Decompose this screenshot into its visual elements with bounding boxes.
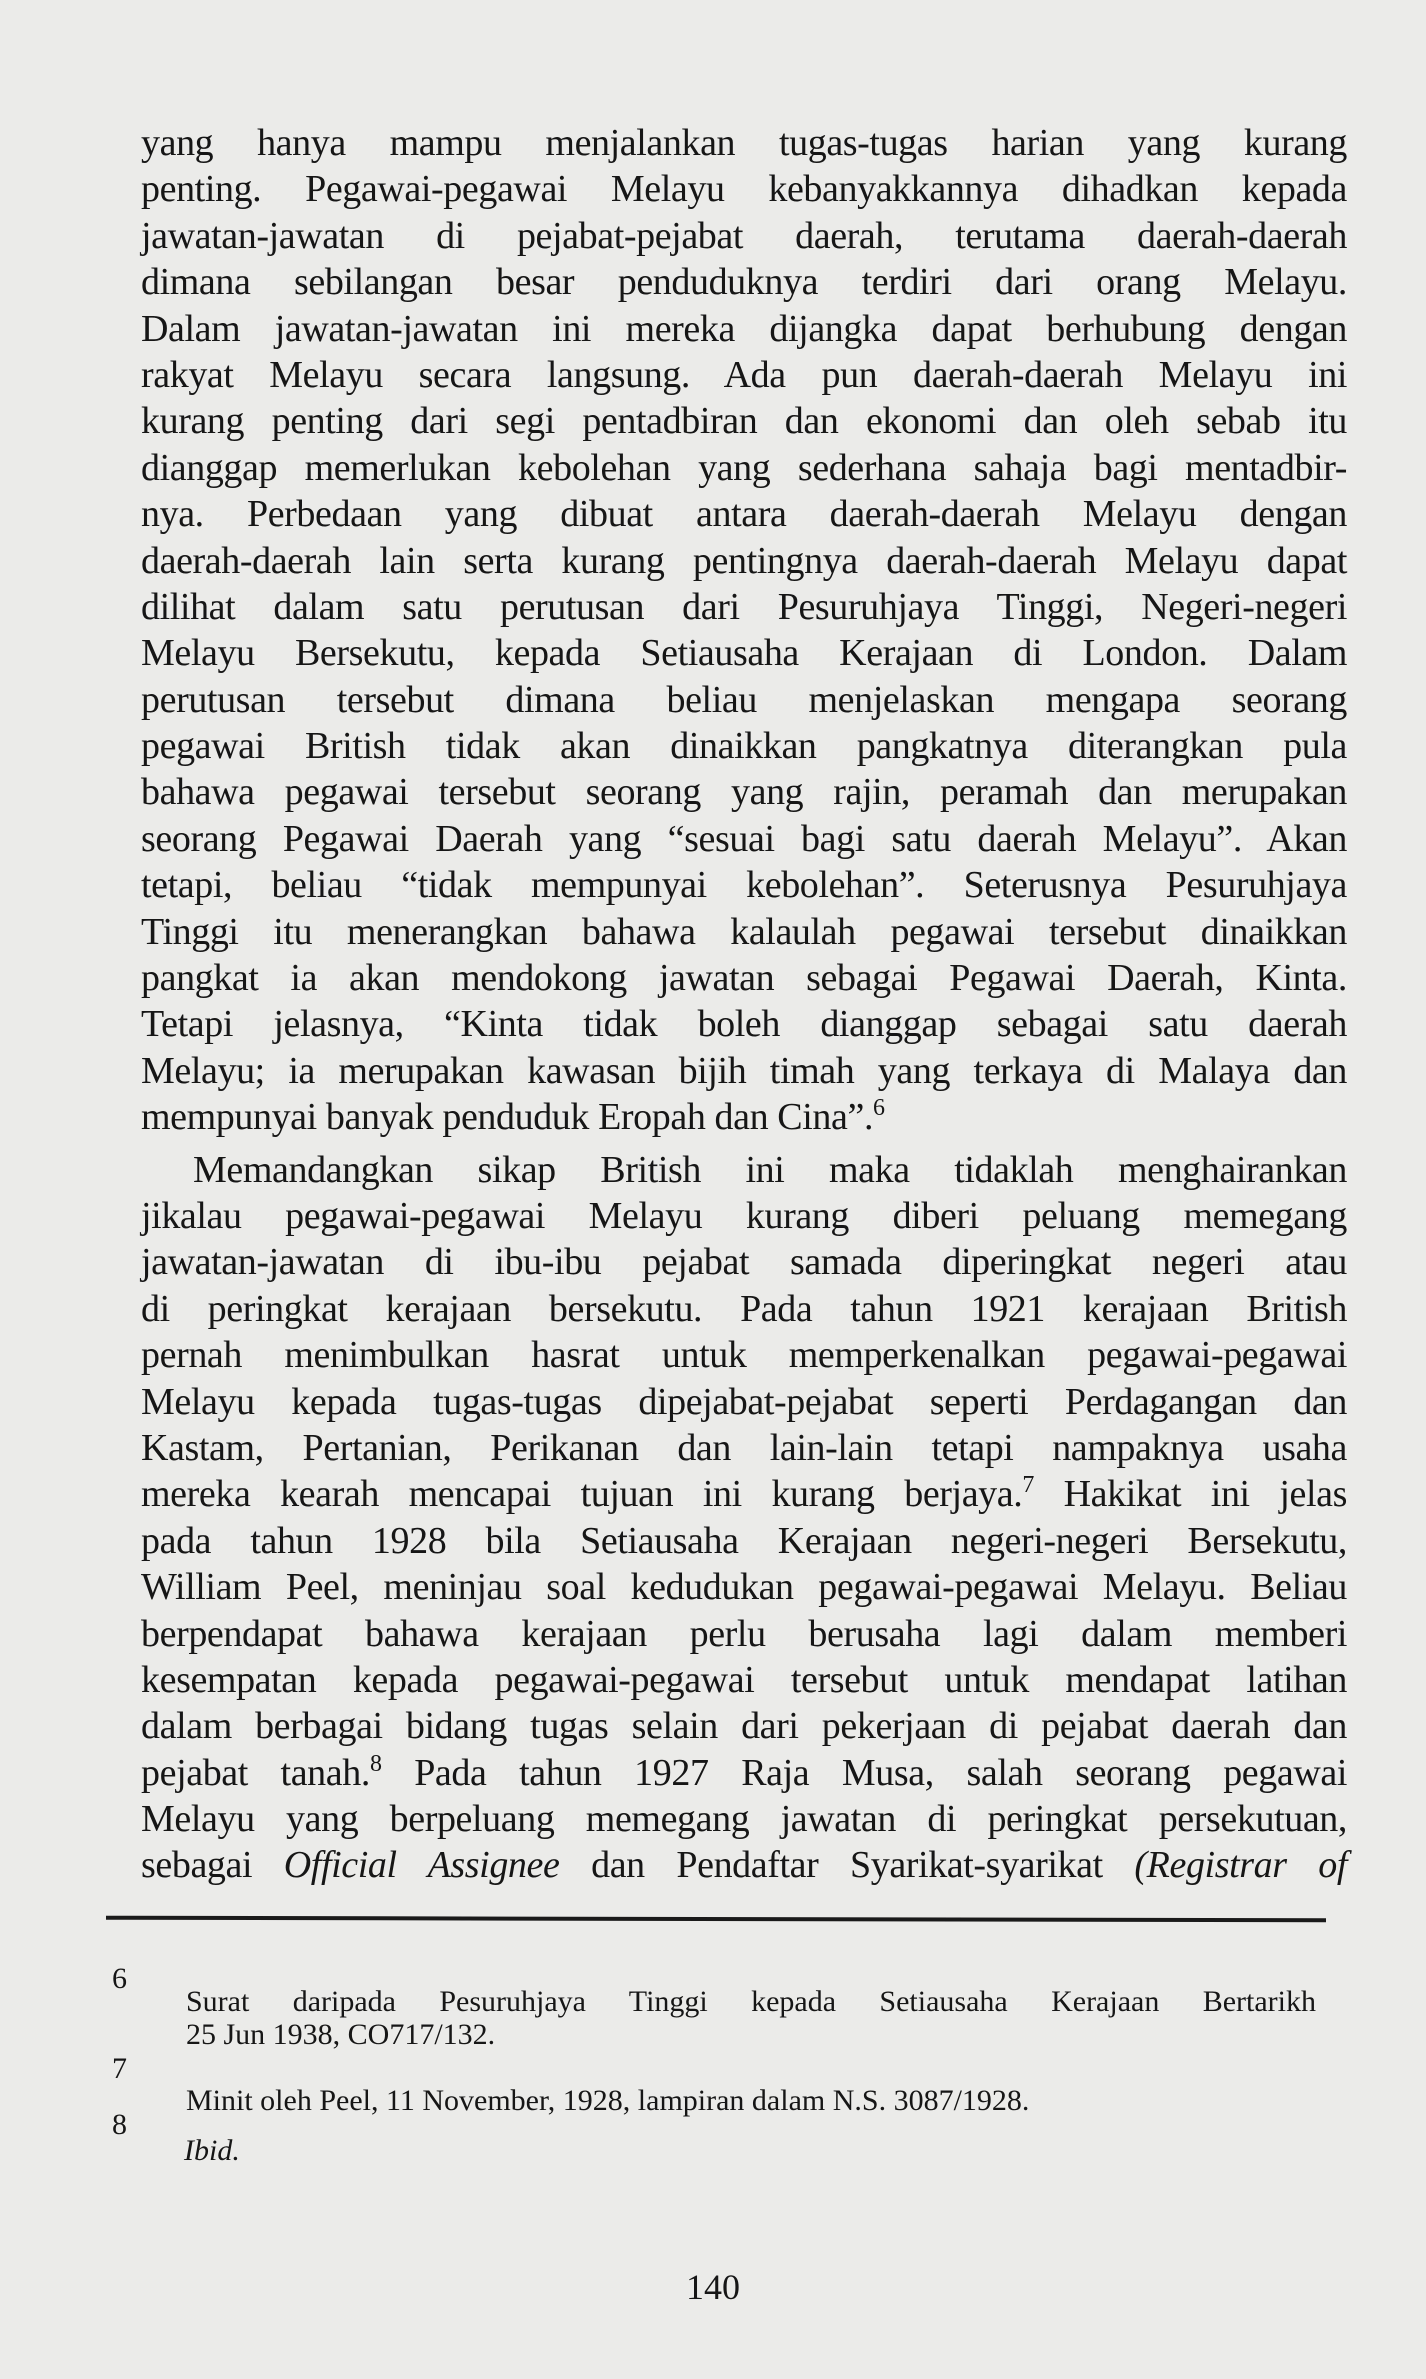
text-line [141,398,1347,444]
text-line [141,1703,1347,1749]
text-segment: Melayu yang berpeluang memegang jawatan di peringkat persekutuan, [141,1798,1347,1841]
text-line [141,1286,1347,1332]
text-line [141,1193,1347,1239]
text-line [141,1147,1347,1193]
text-line [141,259,1347,305]
text-line [141,1750,1347,1796]
text-segment: dianggap memerlukan kebolehan yang sederhana sahaja bagi mentadbir- [141,446,1347,489]
footnote-number: 8 [112,2108,127,2141]
text-segment: mereka kearah mencapai tujuan ini kurang berjaya. [141,1473,1023,1516]
text-line [141,769,1347,815]
text-segment: Pada tahun 1927 Raja Musa, salah seorang pegawai [381,1751,1348,1794]
text-line [141,213,1347,259]
footnote-reference: 6 [873,1095,885,1122]
text-segment: pejabat tanah. [141,1751,370,1794]
text-segment: Hakikat ini jelas [1033,1473,1347,1516]
page-number: 140 [686,2267,740,2307]
text-segment: yang hanya mampu menjalankan tugas-tugas harian yang kurang [141,122,1347,164]
text-segment: Melayu Bersekutu, kepada Setiausaha Kerajaan di London. Dalam [141,632,1347,675]
text-segment: nya. Perbedaan yang dibuat antara daerah-daerah Melayu dengan [141,493,1347,536]
text-line [141,677,1347,723]
text-line [141,1518,1347,1564]
text-line [141,816,1347,862]
body-text [141,120,1347,1889]
text-segment: di peringkat kerajaan bersekutu. Pada tahun 1921 kerajaan British [141,1287,1347,1330]
text-segment: Tetapi jelasnya, “Kinta tidak boleh dianggap sebagai satu daerah [141,1003,1347,1046]
text-segment: dilihat dalam satu perutusan dari Pesuruhjaya Tinggi, Negeri-negeri [141,585,1347,628]
text-segment: pada tahun 1928 bila Setiausaha Kerajaan negeri-negeri Bersekutu, [141,1519,1347,1562]
text-segment: kurang penting dari segi pentadbiran dan ekonomi dan oleh sebab itu [141,400,1347,443]
text-segment: Dalam jawatan-jawatan ini mereka dijangka dapat berhubung dengan [141,307,1347,350]
footnote-8: Ibid. [184,2134,240,2167]
text-line [141,538,1347,584]
text-segment: (Registrar of [1134,1844,1347,1887]
text-line [141,1239,1347,1285]
text-segment: Melayu; ia merupakan kawasan bijih timah yang terkaya di Malaya dan [141,1049,1347,1092]
text-segment: dan Pendaftar Syarikat-syarikat [559,1844,1135,1887]
text-segment: jikalau pegawai-pegawai Melayu kurang diberi peluang memegang [141,1194,1347,1237]
text-segment: kesempatan kepada pegawai-pegawai tersebut untuk mendapat latihan [141,1658,1347,1701]
text-line [141,1425,1347,1471]
footnote-6-line-2: 25 Jun 1938, CO717/132. [186,2018,496,2051]
footnote-6-line-1: Surat daripada Pesuruhjaya Tinggi kepada Setiausaha Kerajaan Bertarikh [186,1985,1316,2018]
text-line [141,955,1347,1001]
text-line [141,862,1347,908]
text-line [141,1048,1347,1094]
text-line [141,1842,1347,1888]
text-line [141,445,1347,491]
text-segment: Melayu kepada tugas-tugas dipejabat-pejabat seperti Perdagangan dan [141,1380,1347,1423]
text-segment: jawatan-jawatan di ibu-ibu pejabat samada diperingkat negeri atau [141,1241,1347,1284]
text-line [141,1001,1347,1047]
text-line [141,909,1347,955]
text-line [141,630,1347,676]
text-line [141,723,1347,769]
text-segment: dalam berbagai bidang tugas selain dari pekerjaan di pejabat daerah dan [141,1705,1347,1748]
text-segment: perutusan tersebut dimana beliau menjelaskan mengapa seorang [141,678,1347,721]
text-segment: pegawai British tidak akan dinaikkan pangkatnya diterangkan pula [141,725,1347,768]
text-line [141,1094,1347,1140]
footnote-divider [106,1916,1326,1923]
text-line [141,1796,1347,1842]
text-line [141,491,1347,537]
text-line [141,352,1347,398]
text-segment: Kastam, Pertanian, Perikanan dan lain-lain tetapi nampaknya usaha [141,1426,1347,1469]
text-line [141,306,1347,352]
text-segment: pernah menimbulkan hasrat untuk memperkenalkan pegawai-pegawai [141,1334,1347,1377]
text-line [141,1657,1347,1703]
text-line [141,1379,1347,1425]
footnote-reference: 7 [1022,1472,1034,1499]
text-segment: William Peel, meninjau soal kedudukan pegawai-pegawai Melayu. Beliau [141,1566,1347,1609]
text-segment: jawatan-jawatan di pejabat-pejabat daerah, terutama daerah-daerah [141,214,1347,257]
text-line [141,584,1347,630]
text-line [141,1332,1347,1378]
text-segment: berpendapat bahawa kerajaan perlu berusaha lagi dalam memberi [141,1612,1347,1655]
text-segment: Tinggi itu menerangkan bahawa kalaulah pegawai tersebut dinaikkan [141,910,1347,953]
footnote-number: 7 [112,2052,127,2085]
text-line [141,1564,1347,1610]
footnote-reference: 8 [369,1750,382,1777]
text-segment: daerah-daerah lain serta kurang pentingnya daerah-daerah Melayu dapat [141,539,1347,582]
text-segment: mempunyai banyak penduduk Eropah dan Cina”. [141,1096,874,1139]
text-line [141,166,1347,212]
text-segment: sebagai [141,1844,284,1887]
text-segment: penting. Pegawai-pegawai Melayu kebanyakkannya dihadkan kepada [141,168,1347,211]
text-line [141,1611,1347,1657]
text-line [141,120,1347,166]
footnote-number: 6 [112,1962,127,1995]
footnote-7: Minit oleh Peel, 11 November, 1928, lampiran dalam N.S. 3087/1928. [186,2084,1030,2117]
text-segment: seorang Pegawai Daerah yang “sesuai bagi satu daerah Melayu”. Akan [141,817,1347,860]
text-segment: pangkat ia akan mendokong jawatan sebagai Pegawai Daerah, Kinta. [141,957,1347,1000]
text-segment: tetapi, beliau “tidak mempunyai kebolehan”. Seterusnya Pesuruhjaya [141,864,1347,907]
text-segment: Official Assignee [283,1844,560,1887]
text-line [141,1471,1347,1517]
text-segment: bahawa pegawai tersebut seorang yang rajin, peramah dan merupakan [141,771,1347,814]
text-segment: Memandangkan sikap British ini maka tidaklah menghairankan [193,1148,1347,1191]
text-segment: dimana sebilangan besar penduduknya terdiri dari orang Melayu. [141,261,1347,304]
text-segment: rakyat Melayu secara langsung. Ada pun daerah-daerah Melayu ini [141,353,1347,396]
